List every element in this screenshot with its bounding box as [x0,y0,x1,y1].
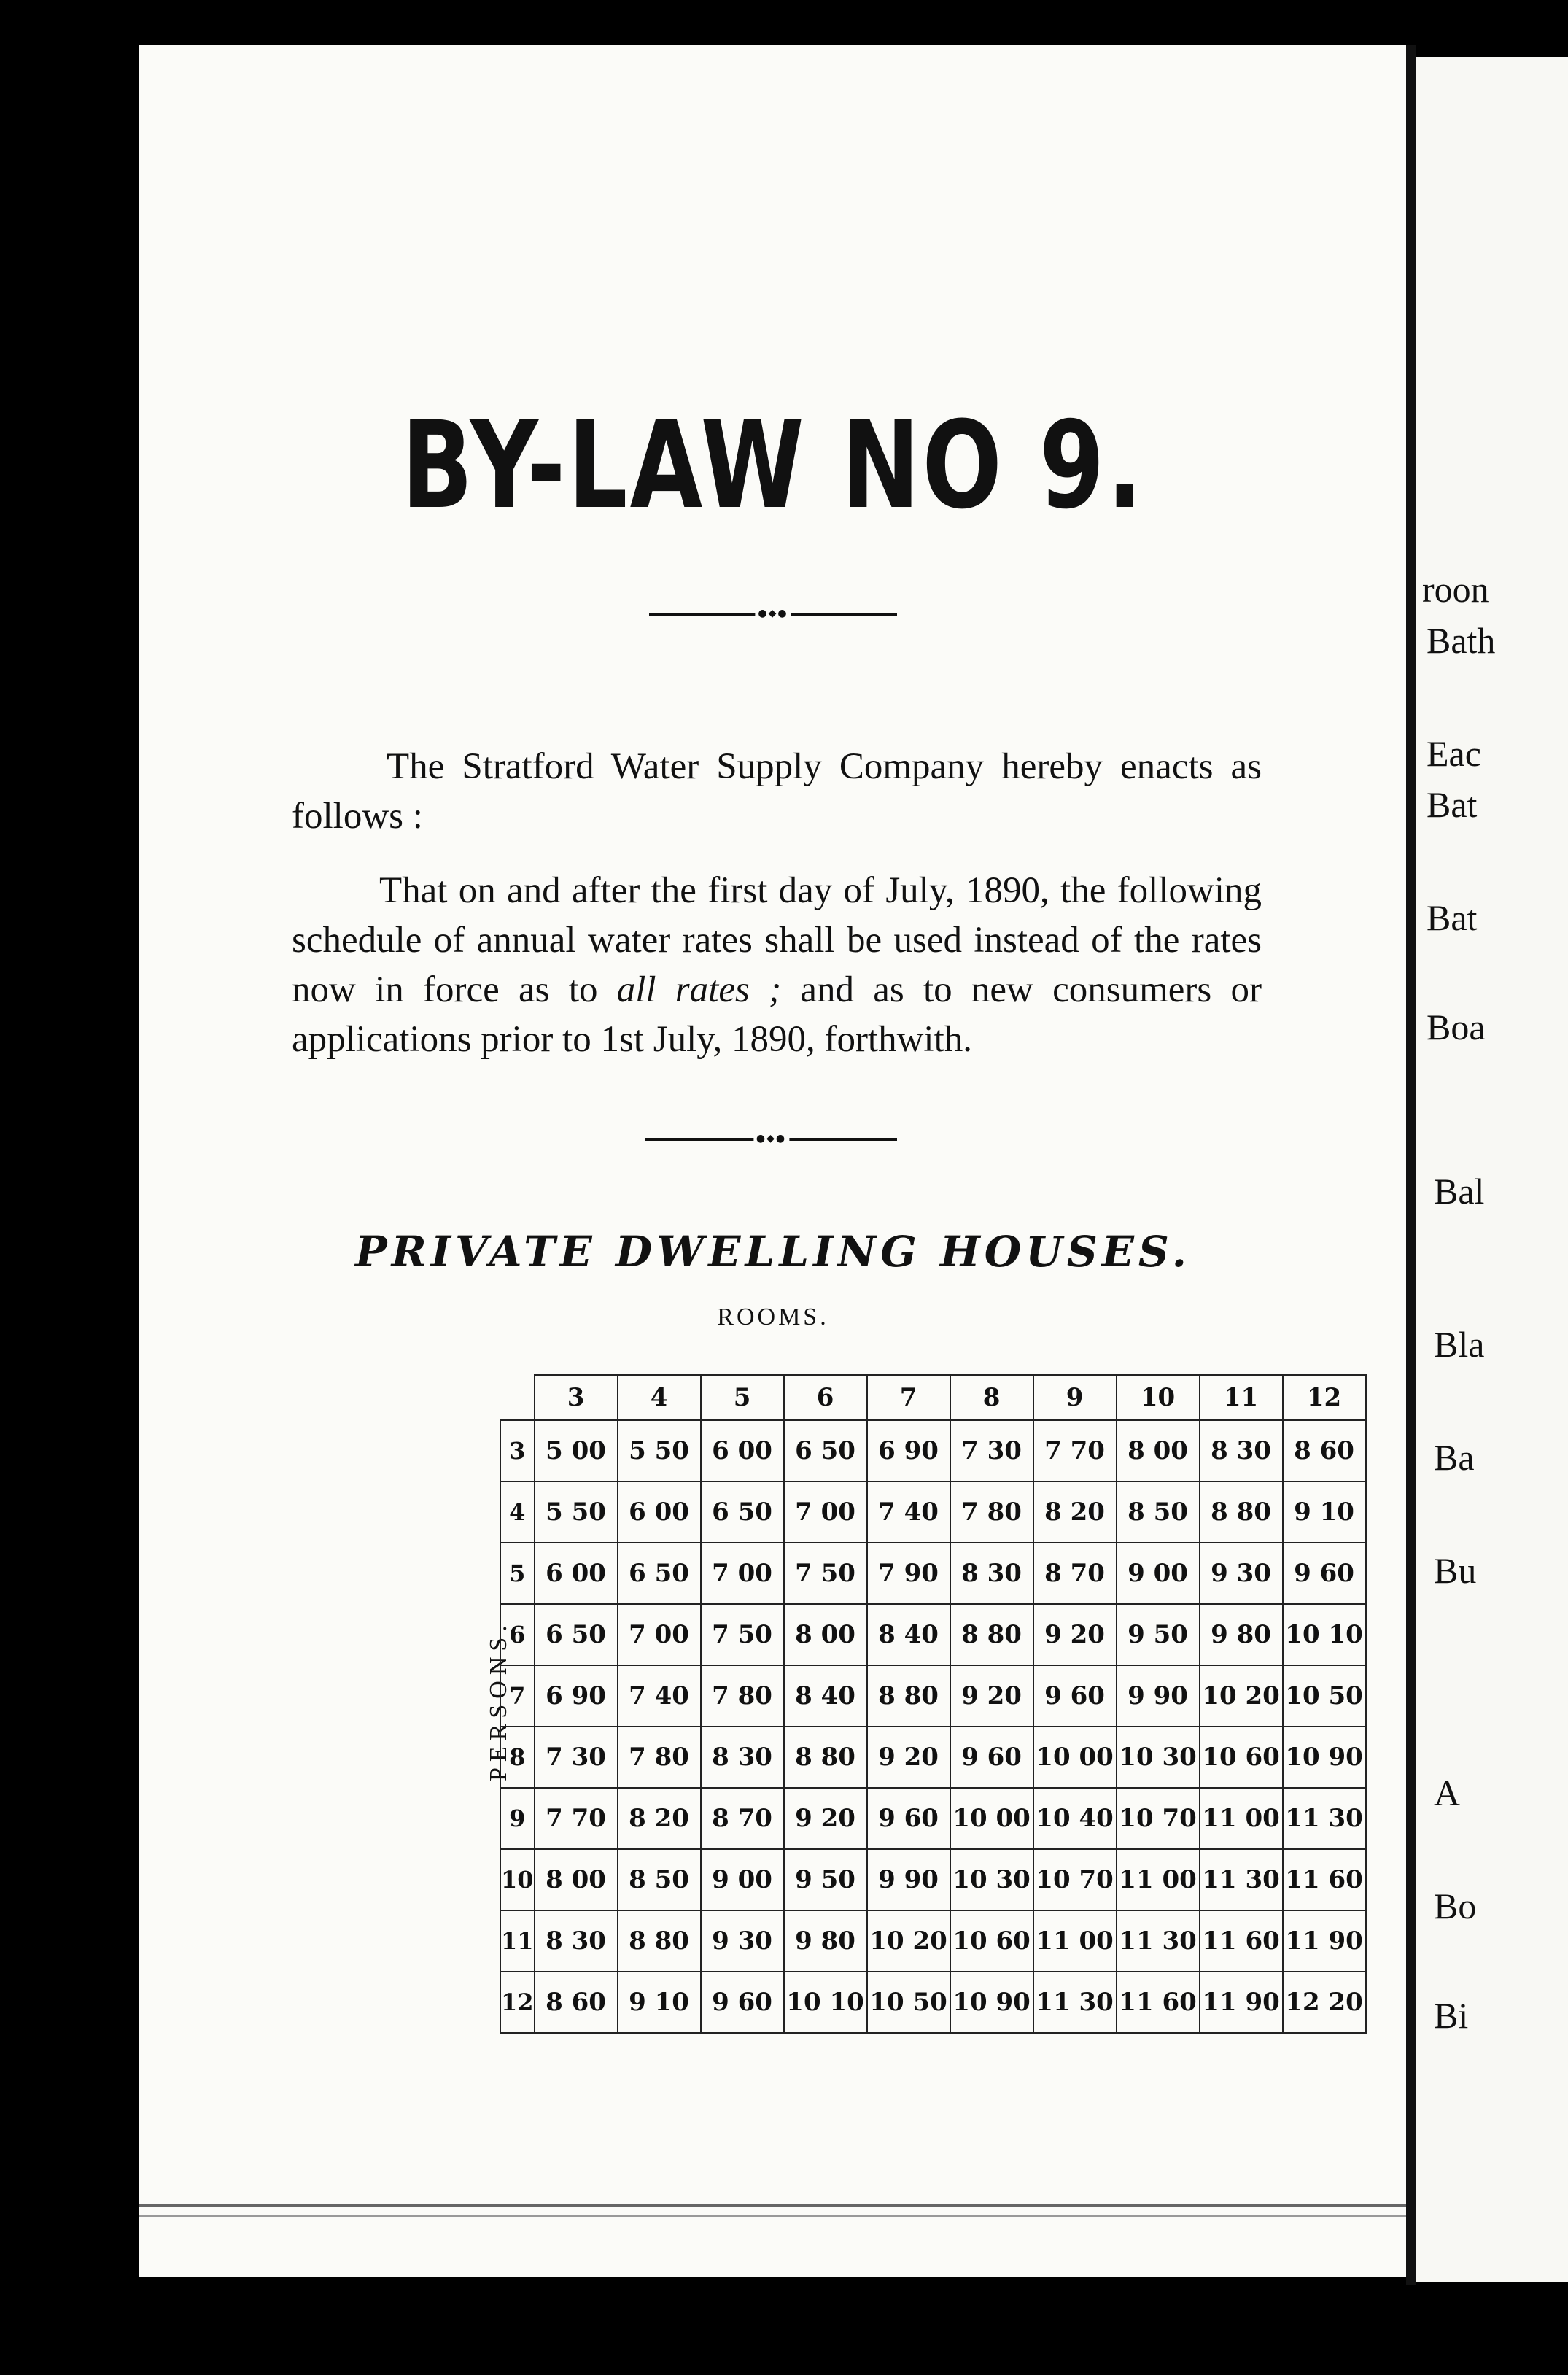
body-text-2: and as to new consumers or applications prior to 1st July, 1890, forthwith. [292,969,1262,1060]
rule-ornament-2: ●◆● [753,1133,789,1144]
rooms-col-6: 6 [784,1375,867,1420]
body-text-italic: all rates ; [616,969,782,1010]
rooms-col-3: 3 [535,1375,618,1420]
body-text-1: That on and after the first day of July, 1890, the following schedule of annual water rates shall be used instead of the rates now in force as to [292,870,1262,1010]
rooms-col-11: 11 [1200,1375,1283,1420]
rate-cell: 10 20 [1200,1665,1283,1727]
rate-cell: 8 30 [701,1727,784,1788]
rule-ornament: ●◆● [755,608,791,619]
rate-cell: 11 60 [1117,1972,1200,2033]
rate-cell: 8 70 [1033,1543,1117,1604]
rates-table-body [500,1420,1366,2033]
facing-page-fragment: A [1434,1772,1461,1813]
table-row [500,1420,1366,1481]
facing-page-fragment: Bath [1427,620,1496,661]
rate-cell: 9 20 [950,1665,1033,1727]
rate-cell: 10 60 [950,1910,1033,1972]
table-row [500,1604,1366,1665]
rate-cell: 6 00 [701,1420,784,1481]
rate-cell: 6 00 [618,1481,701,1543]
rate-cell: 8 50 [618,1849,701,1910]
rate-cell: 8 70 [701,1788,784,1849]
rate-cell: 8 80 [618,1910,701,1972]
ornamental-rule-bottom [645,1133,897,1144]
rate-cell: 10 70 [1033,1849,1117,1910]
rate-cell: 11 00 [1033,1910,1117,1972]
rate-cell: 11 30 [1033,1972,1117,2033]
table-row [500,1849,1366,1910]
rate-cell: 9 80 [784,1910,867,1972]
rate-cell: 9 60 [950,1727,1033,1788]
facing-page-fragment: Boa [1427,1007,1486,1047]
rate-cell: 9 00 [1117,1543,1200,1604]
rate-cell: 9 20 [1033,1604,1117,1665]
rate-cell: 7 40 [618,1665,701,1727]
ornamental-rule-top [649,608,897,619]
rate-cell: 6 50 [535,1604,618,1665]
rooms-col-12: 12 [1283,1375,1366,1420]
rate-cell: 8 00 [1117,1420,1200,1481]
rate-cell: 10 30 [950,1849,1033,1910]
facing-page-fragment: Bla [1434,1324,1485,1365]
rooms-header-row [500,1375,1366,1420]
rate-cell: 7 70 [1033,1420,1117,1481]
rate-cell: 10 50 [1283,1665,1366,1727]
rate-cell: 8 60 [535,1972,618,2033]
facing-page [1416,57,1568,2282]
rate-cell: 8 80 [1200,1481,1283,1543]
persons-label: PERSONS. [485,1619,512,1781]
rate-cell: 10 90 [950,1972,1033,2033]
rate-cell: 7 80 [618,1727,701,1788]
rate-cell: 8 80 [784,1727,867,1788]
table-heading: PRIVATE DWELLING HOUSES. [355,1227,1191,1276]
rooms-col-10: 10 [1117,1375,1200,1420]
rate-cell: 10 10 [784,1972,867,2033]
rate-cell: 8 20 [1033,1481,1117,1543]
rate-cell: 9 50 [784,1849,867,1910]
rate-cell: 9 60 [867,1788,950,1849]
rate-cell: 10 70 [1117,1788,1200,1849]
rate-cell: 8 40 [867,1604,950,1665]
rate-cell: 11 30 [1200,1849,1283,1910]
facing-page-fragment: Bal [1434,1171,1485,1212]
rate-cell: 8 60 [1283,1420,1366,1481]
rate-cell: 7 80 [950,1481,1033,1543]
rate-cell: 9 50 [1117,1604,1200,1665]
table-row [500,1665,1366,1727]
rate-cell: 11 60 [1200,1910,1283,1972]
rate-cell: 10 00 [1033,1727,1117,1788]
document-page [139,45,1408,2277]
persons-row-10: 10 [500,1849,535,1910]
rate-cell: 8 30 [535,1910,618,1972]
rate-cell: 10 50 [867,1972,950,2033]
rates-table-header [500,1375,1366,1420]
rate-cell: 9 30 [1200,1543,1283,1604]
intro-text: The Stratford Water Supply Company hereby enacts as follows : [292,746,1262,837]
rate-cell: 7 70 [535,1788,618,1849]
rate-cell: 5 00 [535,1420,618,1481]
rate-cell: 7 00 [784,1481,867,1543]
rate-cell: 8 00 [535,1849,618,1910]
bottom-rule-thin [139,2215,1408,2217]
rooms-col-5: 5 [701,1375,784,1420]
bottom-rule [139,2204,1408,2207]
rooms-col-9: 9 [1033,1375,1117,1420]
rate-cell: 7 90 [867,1543,950,1604]
facing-page-fragment: Eac [1427,733,1481,774]
rate-cell: 9 00 [701,1849,784,1910]
rate-cell: 10 20 [867,1910,950,1972]
rate-cell: 8 80 [950,1604,1033,1665]
rate-cell: 9 60 [701,1972,784,2033]
table-row [500,1910,1366,1972]
facing-page-fragment: Bat [1427,897,1478,938]
rate-cell: 11 30 [1117,1910,1200,1972]
facing-page-fragment: Bi [1434,1995,1469,2036]
rate-cell: 7 80 [701,1665,784,1727]
persons-row-7: 7 [500,1665,535,1727]
rate-cell: 9 80 [1200,1604,1283,1665]
rooms-col-4: 4 [618,1375,701,1420]
rate-cell: 6 00 [535,1543,618,1604]
persons-row-11: 11 [500,1910,535,1972]
rate-cell: 5 50 [535,1481,618,1543]
table-row [500,1788,1366,1849]
rate-cell: 11 30 [1283,1788,1366,1849]
rate-cell: 9 10 [1283,1481,1366,1543]
rooms-col-7: 7 [867,1375,950,1420]
body-paragraph [292,866,1262,1064]
facing-page-fragment: Bu [1434,1550,1477,1591]
bylaw-title: BY-LAW NO 9. [401,395,1145,535]
rate-cell: 11 00 [1200,1788,1283,1849]
rate-cell: 8 30 [950,1543,1033,1604]
facing-page-fragment: Bo [1434,1886,1477,1926]
rate-cell: 9 30 [701,1910,784,1972]
rate-cell: 12 20 [1283,1972,1366,2033]
rate-cell: 9 20 [784,1788,867,1849]
rate-cell: 9 90 [1117,1665,1200,1727]
rate-cell: 6 50 [618,1543,701,1604]
rate-cell: 8 30 [1200,1420,1283,1481]
persons-row-6: 6 [500,1604,535,1665]
table-row [500,1543,1366,1604]
rate-cell: 8 00 [784,1604,867,1665]
facing-page-fragment: Bat [1427,784,1478,825]
rate-cell: 11 90 [1200,1972,1283,2033]
rate-cell: 7 50 [701,1604,784,1665]
rate-cell: 6 90 [867,1420,950,1481]
persons-row-9: 9 [500,1788,535,1849]
rates-table [500,1374,1367,2034]
rate-cell: 7 00 [618,1604,701,1665]
persons-row-5: 5 [500,1543,535,1604]
rate-cell: 8 20 [618,1788,701,1849]
table-row [500,1972,1366,2033]
rate-cell: 10 00 [950,1788,1033,1849]
rate-cell: 8 50 [1117,1481,1200,1543]
rate-cell: 9 60 [1033,1665,1117,1727]
rate-cell: 7 30 [535,1727,618,1788]
rate-cell: 10 90 [1283,1727,1366,1788]
rate-cell: 6 50 [784,1420,867,1481]
rate-cell: 10 30 [1117,1727,1200,1788]
table-corner [500,1375,535,1420]
rate-cell: 10 60 [1200,1727,1283,1788]
rate-cell: 8 40 [784,1665,867,1727]
table-row [500,1727,1366,1788]
rate-cell: 9 10 [618,1972,701,2033]
rate-cell: 7 50 [784,1543,867,1604]
rooms-label: ROOMS. [717,1303,829,1330]
facing-page-fragment: Ba [1434,1437,1475,1478]
persons-row-4: 4 [500,1481,535,1543]
facing-page-fragment: roon [1422,569,1489,610]
intro-paragraph [292,742,1262,841]
rate-cell: 9 60 [1283,1543,1366,1604]
rate-cell: 6 90 [535,1665,618,1727]
rooms-col-8: 8 [950,1375,1033,1420]
rate-cell: 7 40 [867,1481,950,1543]
persons-row-8: 8 [500,1727,535,1788]
page-fold [1406,45,1416,2285]
rate-cell: 7 00 [701,1543,784,1604]
rate-cell: 9 20 [867,1727,950,1788]
rate-cell: 8 80 [867,1665,950,1727]
rate-cell: 11 00 [1117,1849,1200,1910]
rate-cell: 10 10 [1283,1604,1366,1665]
rate-cell: 7 30 [950,1420,1033,1481]
rate-cell: 10 40 [1033,1788,1117,1849]
rate-cell: 11 60 [1283,1849,1366,1910]
rate-cell: 5 50 [618,1420,701,1481]
rate-cell: 9 90 [867,1849,950,1910]
persons-row-12: 12 [500,1972,535,2033]
persons-row-3: 3 [500,1420,535,1481]
rate-cell: 11 90 [1283,1910,1366,1972]
rate-cell: 6 50 [701,1481,784,1543]
table-row [500,1481,1366,1543]
